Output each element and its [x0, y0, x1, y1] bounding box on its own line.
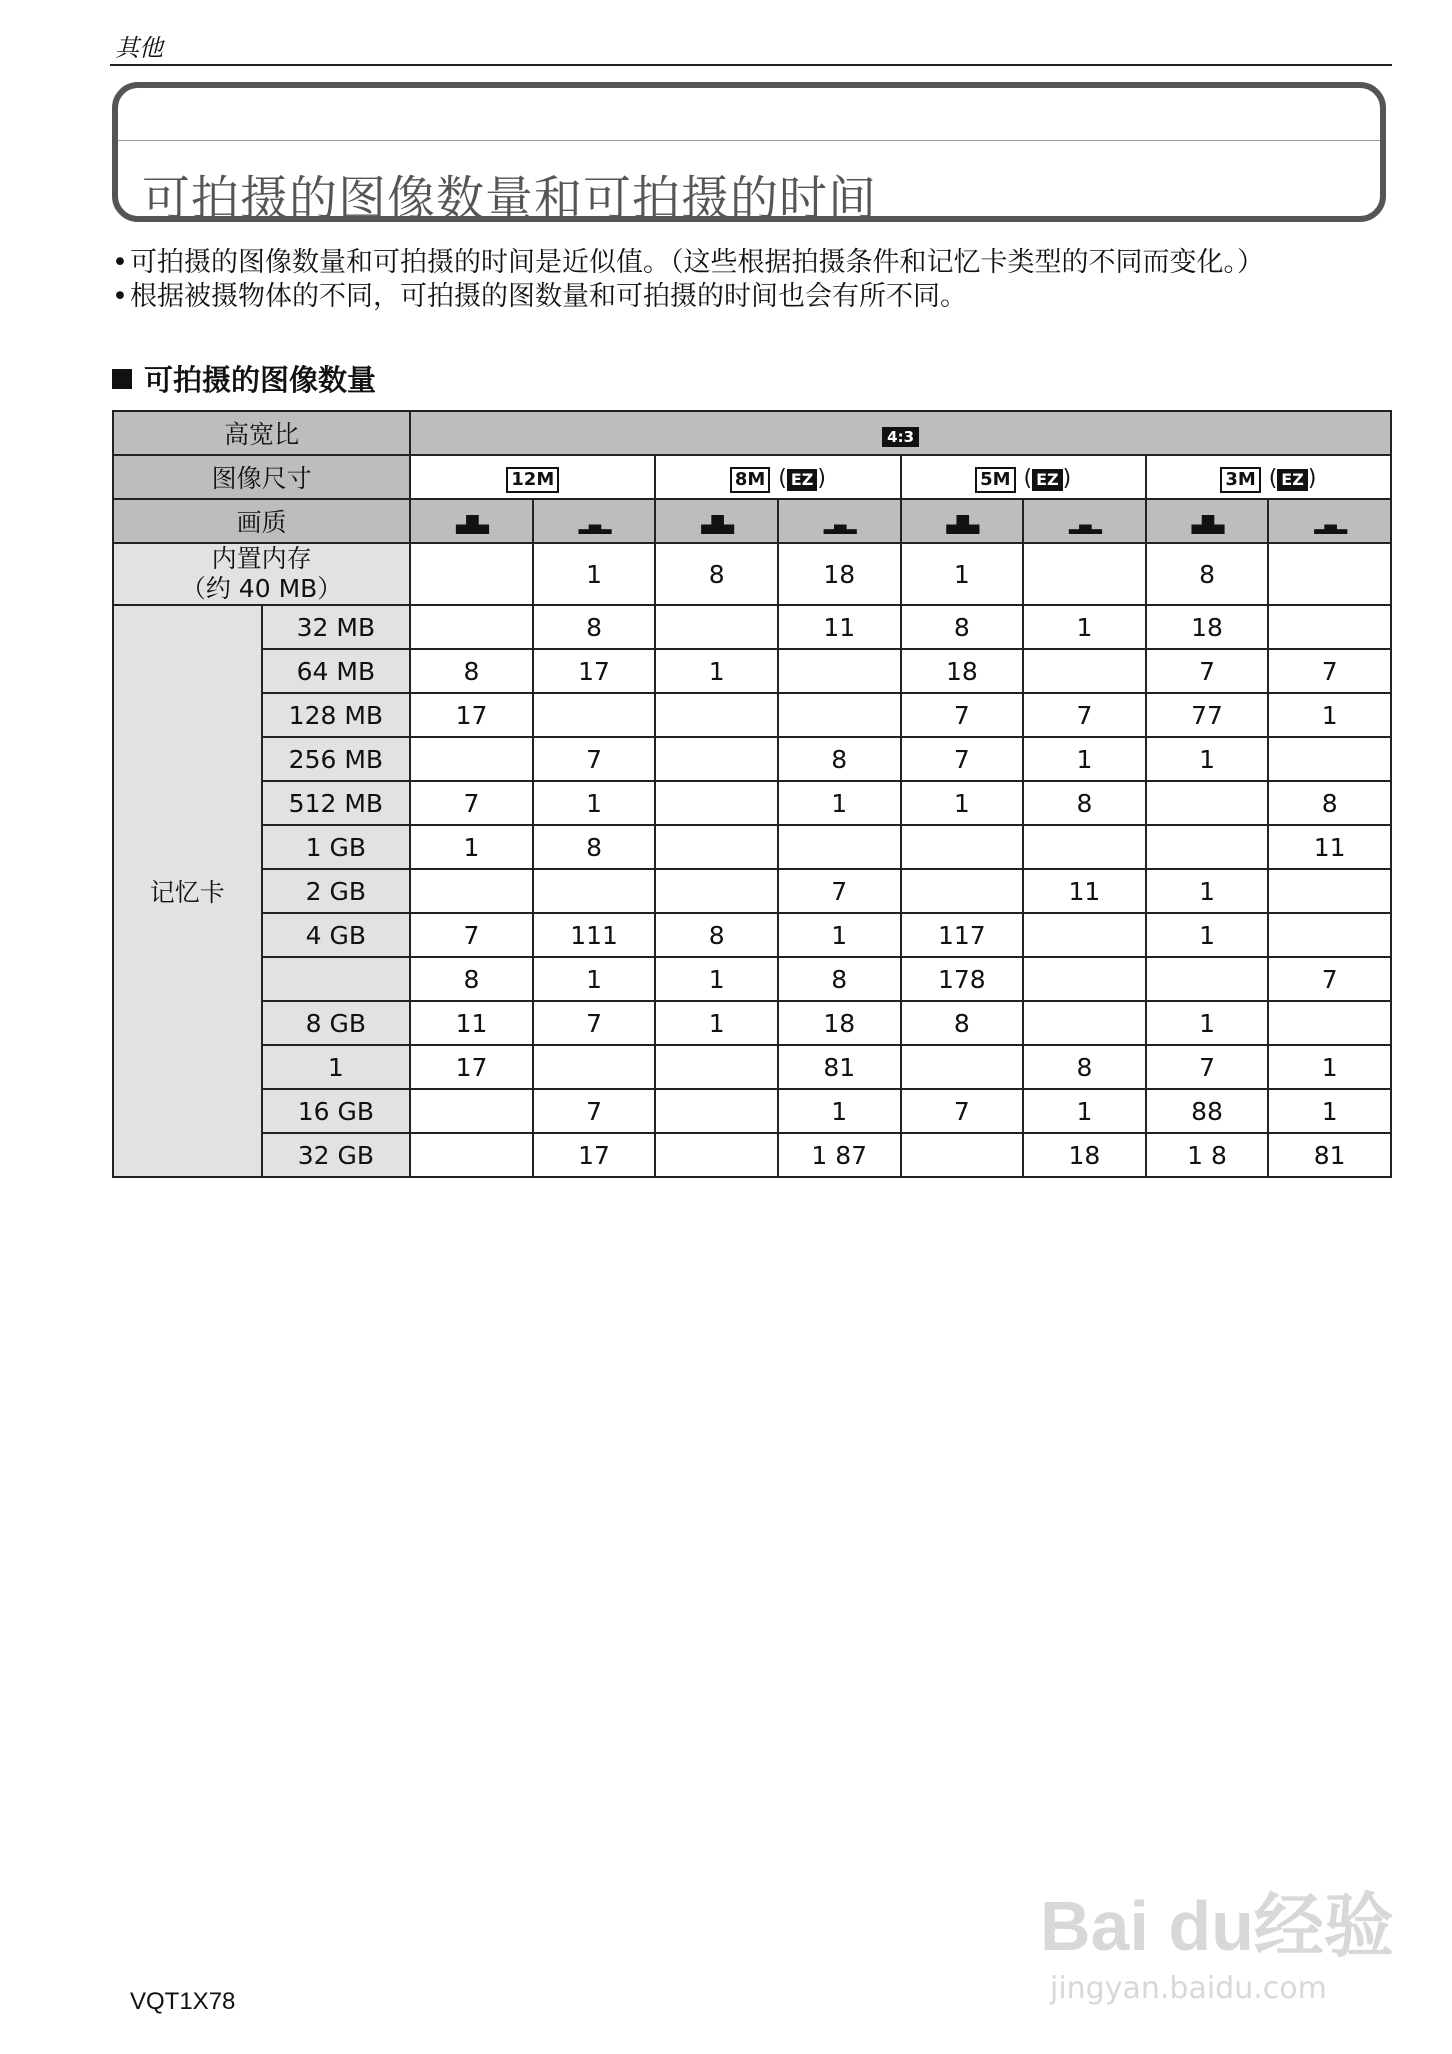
table-cell: 1 [410, 825, 533, 869]
title-box-divider [118, 140, 1380, 141]
table-cell: 1 [655, 957, 778, 1001]
table-cell [778, 693, 901, 737]
table-row [113, 737, 1391, 781]
table-cell: 1 [1023, 737, 1146, 781]
notes [112, 246, 1362, 314]
table-cell [1023, 913, 1146, 957]
table-cell: 7 [410, 913, 533, 957]
table-cell: 1 [901, 781, 1024, 825]
table-cell: 8 [655, 913, 778, 957]
builtin-memory-name: 内置内存 [211, 544, 312, 573]
table-cell: 81 [778, 1045, 901, 1089]
table-cell [1268, 1001, 1391, 1045]
table-row [113, 869, 1391, 913]
card-capacity-label: 32 GB [262, 1133, 411, 1177]
table-cell: 7 [901, 737, 1024, 781]
table-cell: 1 [655, 1001, 778, 1045]
table-cell [778, 649, 901, 693]
table-cell: 1 [778, 1089, 901, 1133]
table-cell: 7 [1023, 693, 1146, 737]
table-cell: 7 [901, 1089, 1024, 1133]
size-5m-icon: 5M [975, 467, 1015, 493]
table-cell [1146, 781, 1269, 825]
card-capacity-label: 4 GB [262, 913, 411, 957]
table-cell [1268, 869, 1391, 913]
quality-fine [655, 499, 778, 543]
quality-fine [1146, 499, 1269, 543]
size-3m-icon: 3M [1220, 467, 1260, 493]
table-cell: 178 [901, 957, 1024, 1001]
table-cell: 7 [1146, 1045, 1269, 1089]
table-cell: 8 [1023, 781, 1146, 825]
size-12m [410, 455, 655, 499]
ez-icon: EZ [1032, 469, 1063, 491]
table-cell [655, 825, 778, 869]
table-cell: 11 [1268, 825, 1391, 869]
table-row [113, 825, 1391, 869]
table-cell [410, 869, 533, 913]
table-cell: 81 [1268, 1133, 1391, 1177]
table-cell: 7 [901, 693, 1024, 737]
watermark-logo [1040, 1870, 1394, 2006]
size-8m-icon: 8M [730, 467, 770, 493]
table-cell: 1 87 [778, 1133, 901, 1177]
fine-quality-icon: ▄█▄ [1191, 514, 1223, 534]
table-cell: 77 [1146, 693, 1269, 737]
table-row [113, 957, 1391, 1001]
table-cell: 1 [1146, 913, 1269, 957]
quality-standard [1268, 499, 1391, 543]
table-cell [778, 825, 901, 869]
table-cell: 117 [901, 913, 1024, 957]
section-heading [112, 358, 376, 399]
table-cell: 1 [1268, 1089, 1391, 1133]
quality-standard [1023, 499, 1146, 543]
table-cell: 1 [1023, 1089, 1146, 1133]
page-title: 可拍摄的图像数量和可拍摄的时间 [142, 171, 878, 227]
card-capacity-label: 2 GB [262, 869, 411, 913]
bullet: • [112, 281, 128, 312]
table-cell [1023, 543, 1146, 605]
table-cell: 7 [1268, 649, 1391, 693]
table-cell [1023, 1001, 1146, 1045]
table-cell: 111 [533, 913, 656, 957]
table-cell: 7 [1146, 649, 1269, 693]
table-cell [1023, 825, 1146, 869]
bullet: • [112, 247, 128, 278]
fine-quality-icon: ▄█▄ [456, 514, 487, 534]
fine-quality-icon: ▄█▄ [946, 514, 978, 534]
watermark-cn: 经验 [1253, 1887, 1394, 1965]
table-cell [901, 825, 1024, 869]
table-cell: 1 [778, 913, 901, 957]
standard-quality-icon: ▂▄▂ [1314, 514, 1346, 534]
quality-row [113, 499, 1391, 543]
table-cell [1146, 957, 1269, 1001]
table-cell [655, 605, 778, 649]
table-cell: 1 [778, 781, 901, 825]
table-cell: 1 [1146, 737, 1269, 781]
table-cell [533, 693, 656, 737]
table-cell: 8 [778, 737, 901, 781]
card-capacity-label: 8 GB [262, 1001, 411, 1045]
footer-code: VQT1X78 [130, 1988, 236, 2015]
table-cell: 1 [533, 957, 656, 1001]
table-row [113, 781, 1391, 825]
section-title: 可拍摄的图像数量 [144, 363, 377, 397]
table-cell [410, 543, 533, 605]
watermark-brand: Bai du [1040, 1887, 1254, 1965]
header-category: 其他 [115, 34, 163, 62]
table-cell: 1 [655, 649, 778, 693]
table-cell: 1 [533, 781, 656, 825]
memory-card-label: 记忆卡 [113, 605, 262, 1177]
table-cell: 8 [901, 605, 1024, 649]
aspect-row [113, 411, 1391, 455]
table-cell: 1 [1268, 1045, 1391, 1089]
table-cell: 11 [1023, 869, 1146, 913]
table-cell: 1 8 [1146, 1133, 1269, 1177]
table-cell: 7 [410, 781, 533, 825]
table-cell: 17 [533, 649, 656, 693]
table-cell: 18 [901, 649, 1024, 693]
aspect-label: 高宽比 [113, 411, 410, 455]
quality-label: 画质 [113, 499, 410, 543]
card-capacity-label: 512 MB [262, 781, 411, 825]
quality-standard [533, 499, 656, 543]
table-cell [410, 737, 533, 781]
card-capacity-label [262, 957, 411, 1001]
table-cell: 7 [533, 737, 656, 781]
table-cell [655, 1089, 778, 1133]
standard-quality-icon: ▂▄▂ [1068, 514, 1100, 534]
size-5m: 5M ( EZ ) [901, 455, 1146, 499]
table-cell: 8 [655, 543, 778, 605]
table-cell: 1 [1146, 1001, 1269, 1045]
table-cell [655, 693, 778, 737]
table-row [113, 913, 1391, 957]
table-row [113, 1133, 1391, 1177]
table-row [113, 1045, 1391, 1089]
ez-icon: EZ [787, 469, 818, 491]
card-capacity-label: 1 GB [262, 825, 411, 869]
table-cell: 8 [410, 649, 533, 693]
table-cell: 8 [1023, 1045, 1146, 1089]
ez-icon: EZ [1277, 469, 1308, 491]
square-bullet-icon [112, 369, 132, 389]
card-capacity-label: 256 MB [262, 737, 411, 781]
table-cell: 8 [533, 605, 656, 649]
table-cell [655, 1133, 778, 1177]
table-cell [1023, 649, 1146, 693]
table-cell: 7 [533, 1001, 656, 1045]
table-cell: 11 [778, 605, 901, 649]
table-cell: 7 [778, 869, 901, 913]
table-cell: 18 [778, 1001, 901, 1045]
card-capacity-label: 1 [262, 1045, 411, 1089]
watermark-url: jingyan.baidu.com [1050, 1971, 1327, 2006]
table-cell [533, 1045, 656, 1089]
table-cell: 1 [533, 543, 656, 605]
title-box [112, 82, 1386, 227]
standard-quality-icon: ▂▄▂ [578, 514, 610, 534]
table-cell [1268, 543, 1391, 605]
table-cell [533, 869, 656, 913]
size-row [113, 455, 1391, 499]
table-cell: 1 [1146, 869, 1269, 913]
table-cell [410, 605, 533, 649]
table-cell: 1 [901, 543, 1024, 605]
table-cell: 8 [1146, 543, 1269, 605]
aspect-value [410, 411, 1391, 455]
fine-quality-icon: ▄█▄ [701, 514, 733, 534]
table-row [113, 1089, 1391, 1133]
header-rule [110, 64, 1392, 66]
card-capacity-label: 128 MB [262, 693, 411, 737]
table-cell [410, 1133, 533, 1177]
table-cell: 17 [410, 693, 533, 737]
note-text: 可拍摄的图像数量和可拍摄的时间是近似值。（这些根据拍摄条件和记忆卡类型的不同而变化。） [130, 247, 1264, 278]
table-cell: 17 [533, 1133, 656, 1177]
table-cell: 7 [1268, 957, 1391, 1001]
table-cell: 11 [410, 1001, 533, 1045]
table-cell [410, 1089, 533, 1133]
size-3m: 3M ( EZ ) [1146, 455, 1391, 499]
table-cell [1023, 957, 1146, 1001]
table-cell [901, 1133, 1024, 1177]
size-8m: 8M ( EZ ) [655, 455, 900, 499]
table-cell [655, 737, 778, 781]
quality-standard [778, 499, 901, 543]
table-cell [901, 1045, 1024, 1089]
table-cell: 18 [778, 543, 901, 605]
table-cell: 1 [1268, 693, 1391, 737]
note-item [112, 246, 1362, 280]
table-cell: 7 [533, 1089, 656, 1133]
table-cell [655, 781, 778, 825]
note-item [112, 280, 1362, 314]
table-cell: 18 [1023, 1133, 1146, 1177]
note-text: 根据被摄物体的不同，可拍摄的图数量和可拍摄的时间也会有所不同。 [130, 281, 967, 312]
card-capacity-label: 32 MB [262, 605, 411, 649]
table-cell: 88 [1146, 1089, 1269, 1133]
builtin-memory-label [113, 543, 410, 605]
table-cell [1146, 825, 1269, 869]
table-cell [1268, 913, 1391, 957]
table-cell: 8 [1268, 781, 1391, 825]
table-cell [655, 869, 778, 913]
table-cell: 18 [1146, 605, 1269, 649]
size-label: 图像尺寸 [113, 455, 410, 499]
table-cell: 8 [778, 957, 901, 1001]
table-cell: 17 [410, 1045, 533, 1089]
aspect-4-3-icon: 4:3 [882, 427, 919, 447]
table-cell: 1 [1023, 605, 1146, 649]
table-cell: 8 [533, 825, 656, 869]
quality-fine [410, 499, 533, 543]
table-row [113, 605, 1391, 649]
table-row [113, 1001, 1391, 1045]
table-cell [1268, 737, 1391, 781]
builtin-memory-size: （约 40 MB） [180, 574, 343, 603]
capacity-table [112, 410, 1392, 1178]
size-12m-icon: 12M [506, 467, 559, 493]
table-cell: 8 [901, 1001, 1024, 1045]
table-row [113, 693, 1391, 737]
standard-quality-icon: ▂▄▂ [823, 514, 855, 534]
card-capacity-label: 16 GB [262, 1089, 411, 1133]
table-cell [655, 1045, 778, 1089]
quality-fine [901, 499, 1024, 543]
table-cell [901, 869, 1024, 913]
table-cell: 8 [410, 957, 533, 1001]
builtin-memory-row [113, 543, 1391, 605]
table-cell [1268, 605, 1391, 649]
table-row [113, 649, 1391, 693]
card-capacity-label: 64 MB [262, 649, 411, 693]
